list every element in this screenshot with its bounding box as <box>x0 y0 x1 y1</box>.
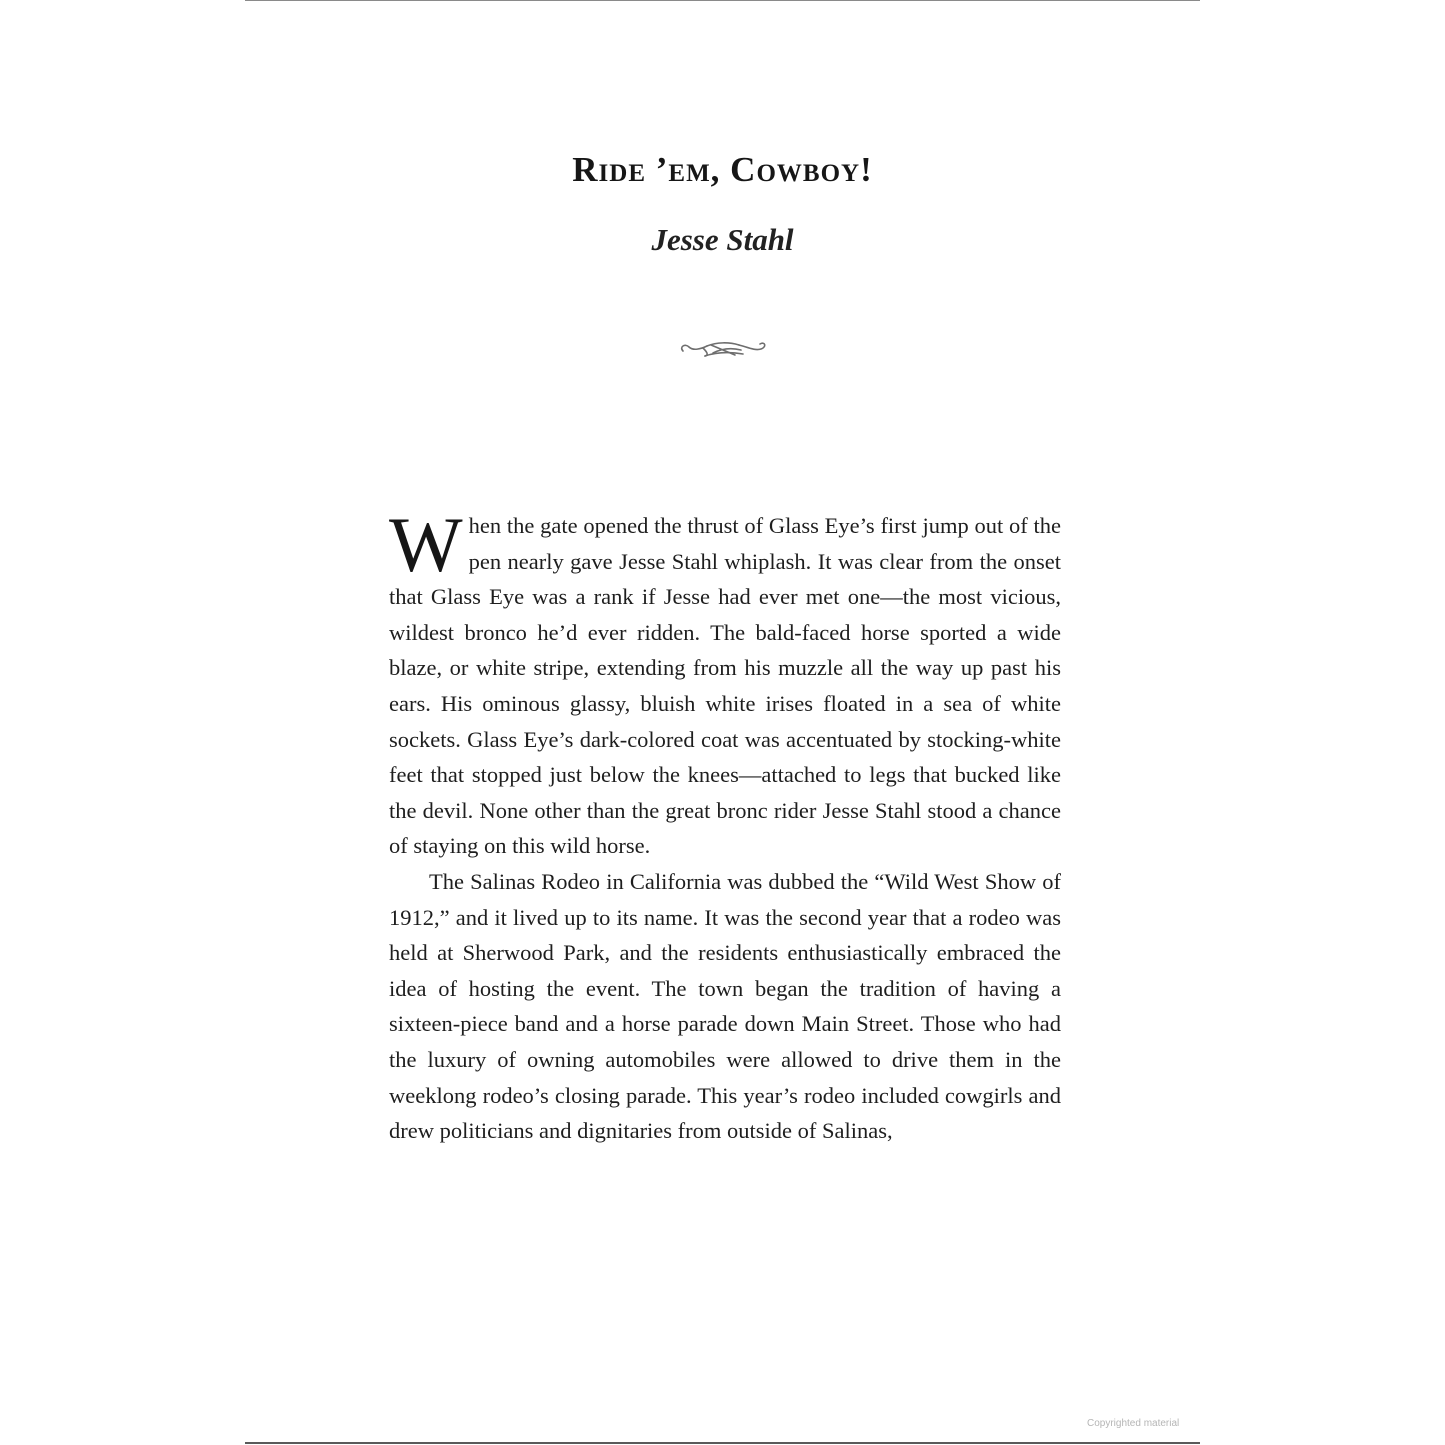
copyright-watermark: Copyrighted material <box>1087 1418 1180 1429</box>
drop-cap: W <box>389 501 463 588</box>
paragraph-2: The Salinas Rodeo in California was dubbed the “Wild West Show of 1912,” and it lived up to its name. It was the second year that a rodeo was held at Sherwood Park, and the residents enthusiastically embraced the idea of hosting the event. The town began the tradition of having a sixteen-piece band and a horse parade down Main Street. Those who had the luxury of owning automobiles were allowed to drive them in the weeklong rodeo’s closing parade. This year’s rodeo included cowgirls and drew politicians and dignitaries from outside of Salinas, <box>389 868 1061 1144</box>
flourish-ornament-icon <box>677 334 769 364</box>
chapter-title: Ride ’em, Cowboy! <box>572 150 873 189</box>
paragraph-1 <box>389 501 1061 864</box>
bottom-page-edge <box>245 1442 1200 1444</box>
chapter-subtitle: Jesse Stahl <box>651 222 794 257</box>
chapter-body <box>389 501 1061 1149</box>
top-page-edge <box>245 0 1200 1</box>
paragraph-1-text: hen the gate opened the thrust of Glass Eye’s first jump out of the pen nearly gave Jesse Stahl whiplash. It was clear from the onset that Glass Eye was a rank if Jesse had ever met one—the most vicious, wildest bronco he’d ever ridden. The bald-faced horse sported a wide blaze, or white stripe, extending from his muzzle all the way up past his ears. His ominous glassy, bluish white irises floated in a sea of white sockets. Glass Eye’s dark-colored coat was accentuated by stocking-white feet that stopped just below the knees—attached to legs that bucked like the devil. None other than the great bronc rider Jesse Stahl stood a chance of staying on this wild horse. <box>389 513 1061 859</box>
